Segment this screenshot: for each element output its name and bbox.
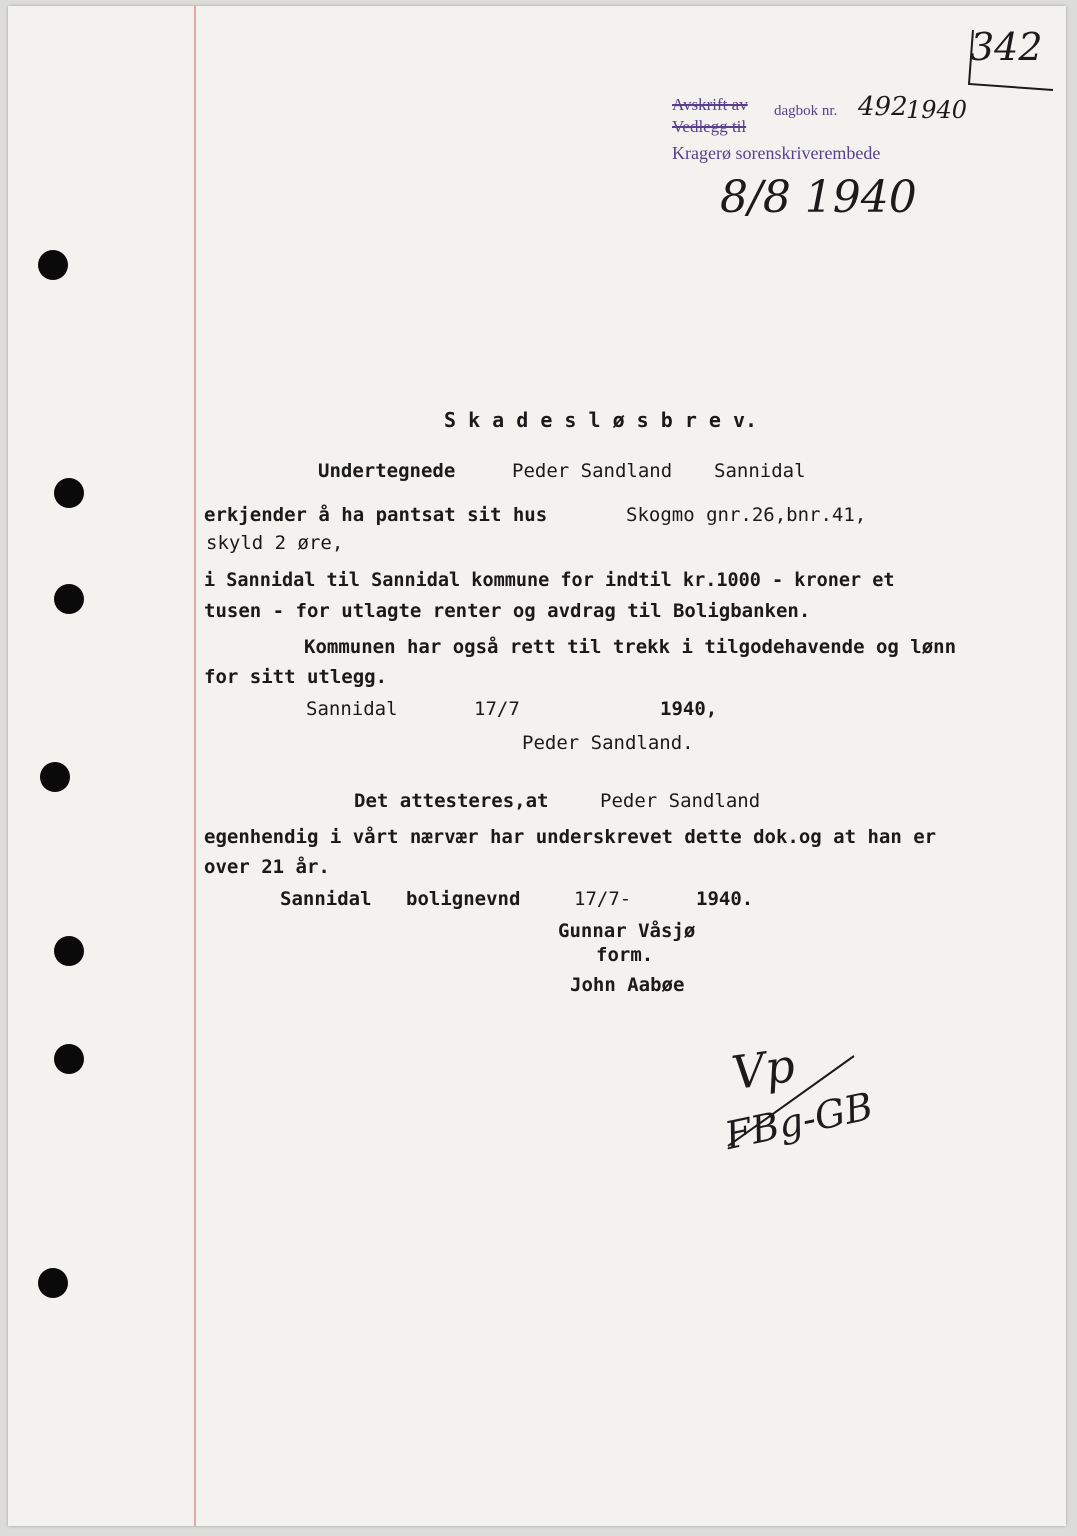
stamp-office: Kragerø sorenskriverembede xyxy=(672,143,881,163)
punch-hole xyxy=(54,478,84,508)
stamp-struck-avskrift: Avskrift av xyxy=(672,95,748,114)
punch-hole xyxy=(54,584,84,614)
line-property: Skogmo gnr.26,bnr.41, xyxy=(626,504,867,526)
line-utlegg: for sitt utlegg. xyxy=(204,666,388,688)
intro-name: Peder Sandland xyxy=(512,460,673,482)
handwritten-initials: Vp xyxy=(728,1037,799,1101)
page-number-bracket xyxy=(963,26,1063,96)
body-signature: Peder Sandland. xyxy=(522,732,694,754)
punch-hole xyxy=(38,1268,68,1298)
stamp-struck-vedlegg: Vedlegg til xyxy=(672,117,747,136)
attest-signer1: Gunnar Våsjø xyxy=(558,920,696,942)
line-kommunen: Kommunen har også rett til trekk i tilgodehavende og lønn xyxy=(304,636,957,658)
document-page xyxy=(8,6,1066,1526)
stamp-dagbok-label: dagbok nr. xyxy=(774,103,838,119)
attest-year: 1940. xyxy=(696,888,754,910)
margin-line xyxy=(194,6,196,1526)
body-date: 17/7 xyxy=(474,698,520,720)
line-erkjender: erkjender å ha pantsat sit hus xyxy=(204,504,548,526)
attest-signer1-role: form. xyxy=(596,944,654,966)
punch-hole xyxy=(54,1044,84,1074)
document-title: S k a d e s l ø s b r e v. xyxy=(444,408,758,432)
handwritten-note: FBg-GB xyxy=(721,1083,877,1159)
attest-intro: Det attesteres,at xyxy=(354,790,549,812)
attest-date: 17/7- xyxy=(574,888,632,910)
body-year: 1940, xyxy=(660,698,718,720)
page-number: 342 xyxy=(970,25,1043,69)
punch-hole xyxy=(38,250,68,280)
attest-board: bolignevnd xyxy=(406,888,521,910)
intro-place: Sannidal xyxy=(714,460,806,482)
punch-hole xyxy=(54,936,84,966)
attest-signer2: John Aabøe xyxy=(570,974,685,996)
line-sannidal: i Sannidal til Sannidal kommune for indtil kr.1000 - kroner et xyxy=(204,570,895,591)
attest-line2: egenhendig i vårt nærvær har underskrevet dette dok.og at han er xyxy=(204,826,937,848)
line-tusen: tusen - for utlagte renter og avdrag til Boligbanken. xyxy=(204,600,811,622)
attest-name: Peder Sandland xyxy=(600,790,761,812)
punch-hole xyxy=(40,762,70,792)
attest-line3: over 21 år. xyxy=(204,856,330,878)
handwritten-date: 8/8 1940 xyxy=(720,172,917,223)
attest-place: Sannidal xyxy=(280,888,372,910)
body-place: Sannidal xyxy=(306,698,398,720)
stamp-year: 1940 xyxy=(906,96,968,124)
line-skyld: skyld 2 øre, xyxy=(206,532,344,554)
stamp-dagbok-number: 492 xyxy=(858,92,908,122)
intro-label: Undertegnede xyxy=(318,460,456,482)
